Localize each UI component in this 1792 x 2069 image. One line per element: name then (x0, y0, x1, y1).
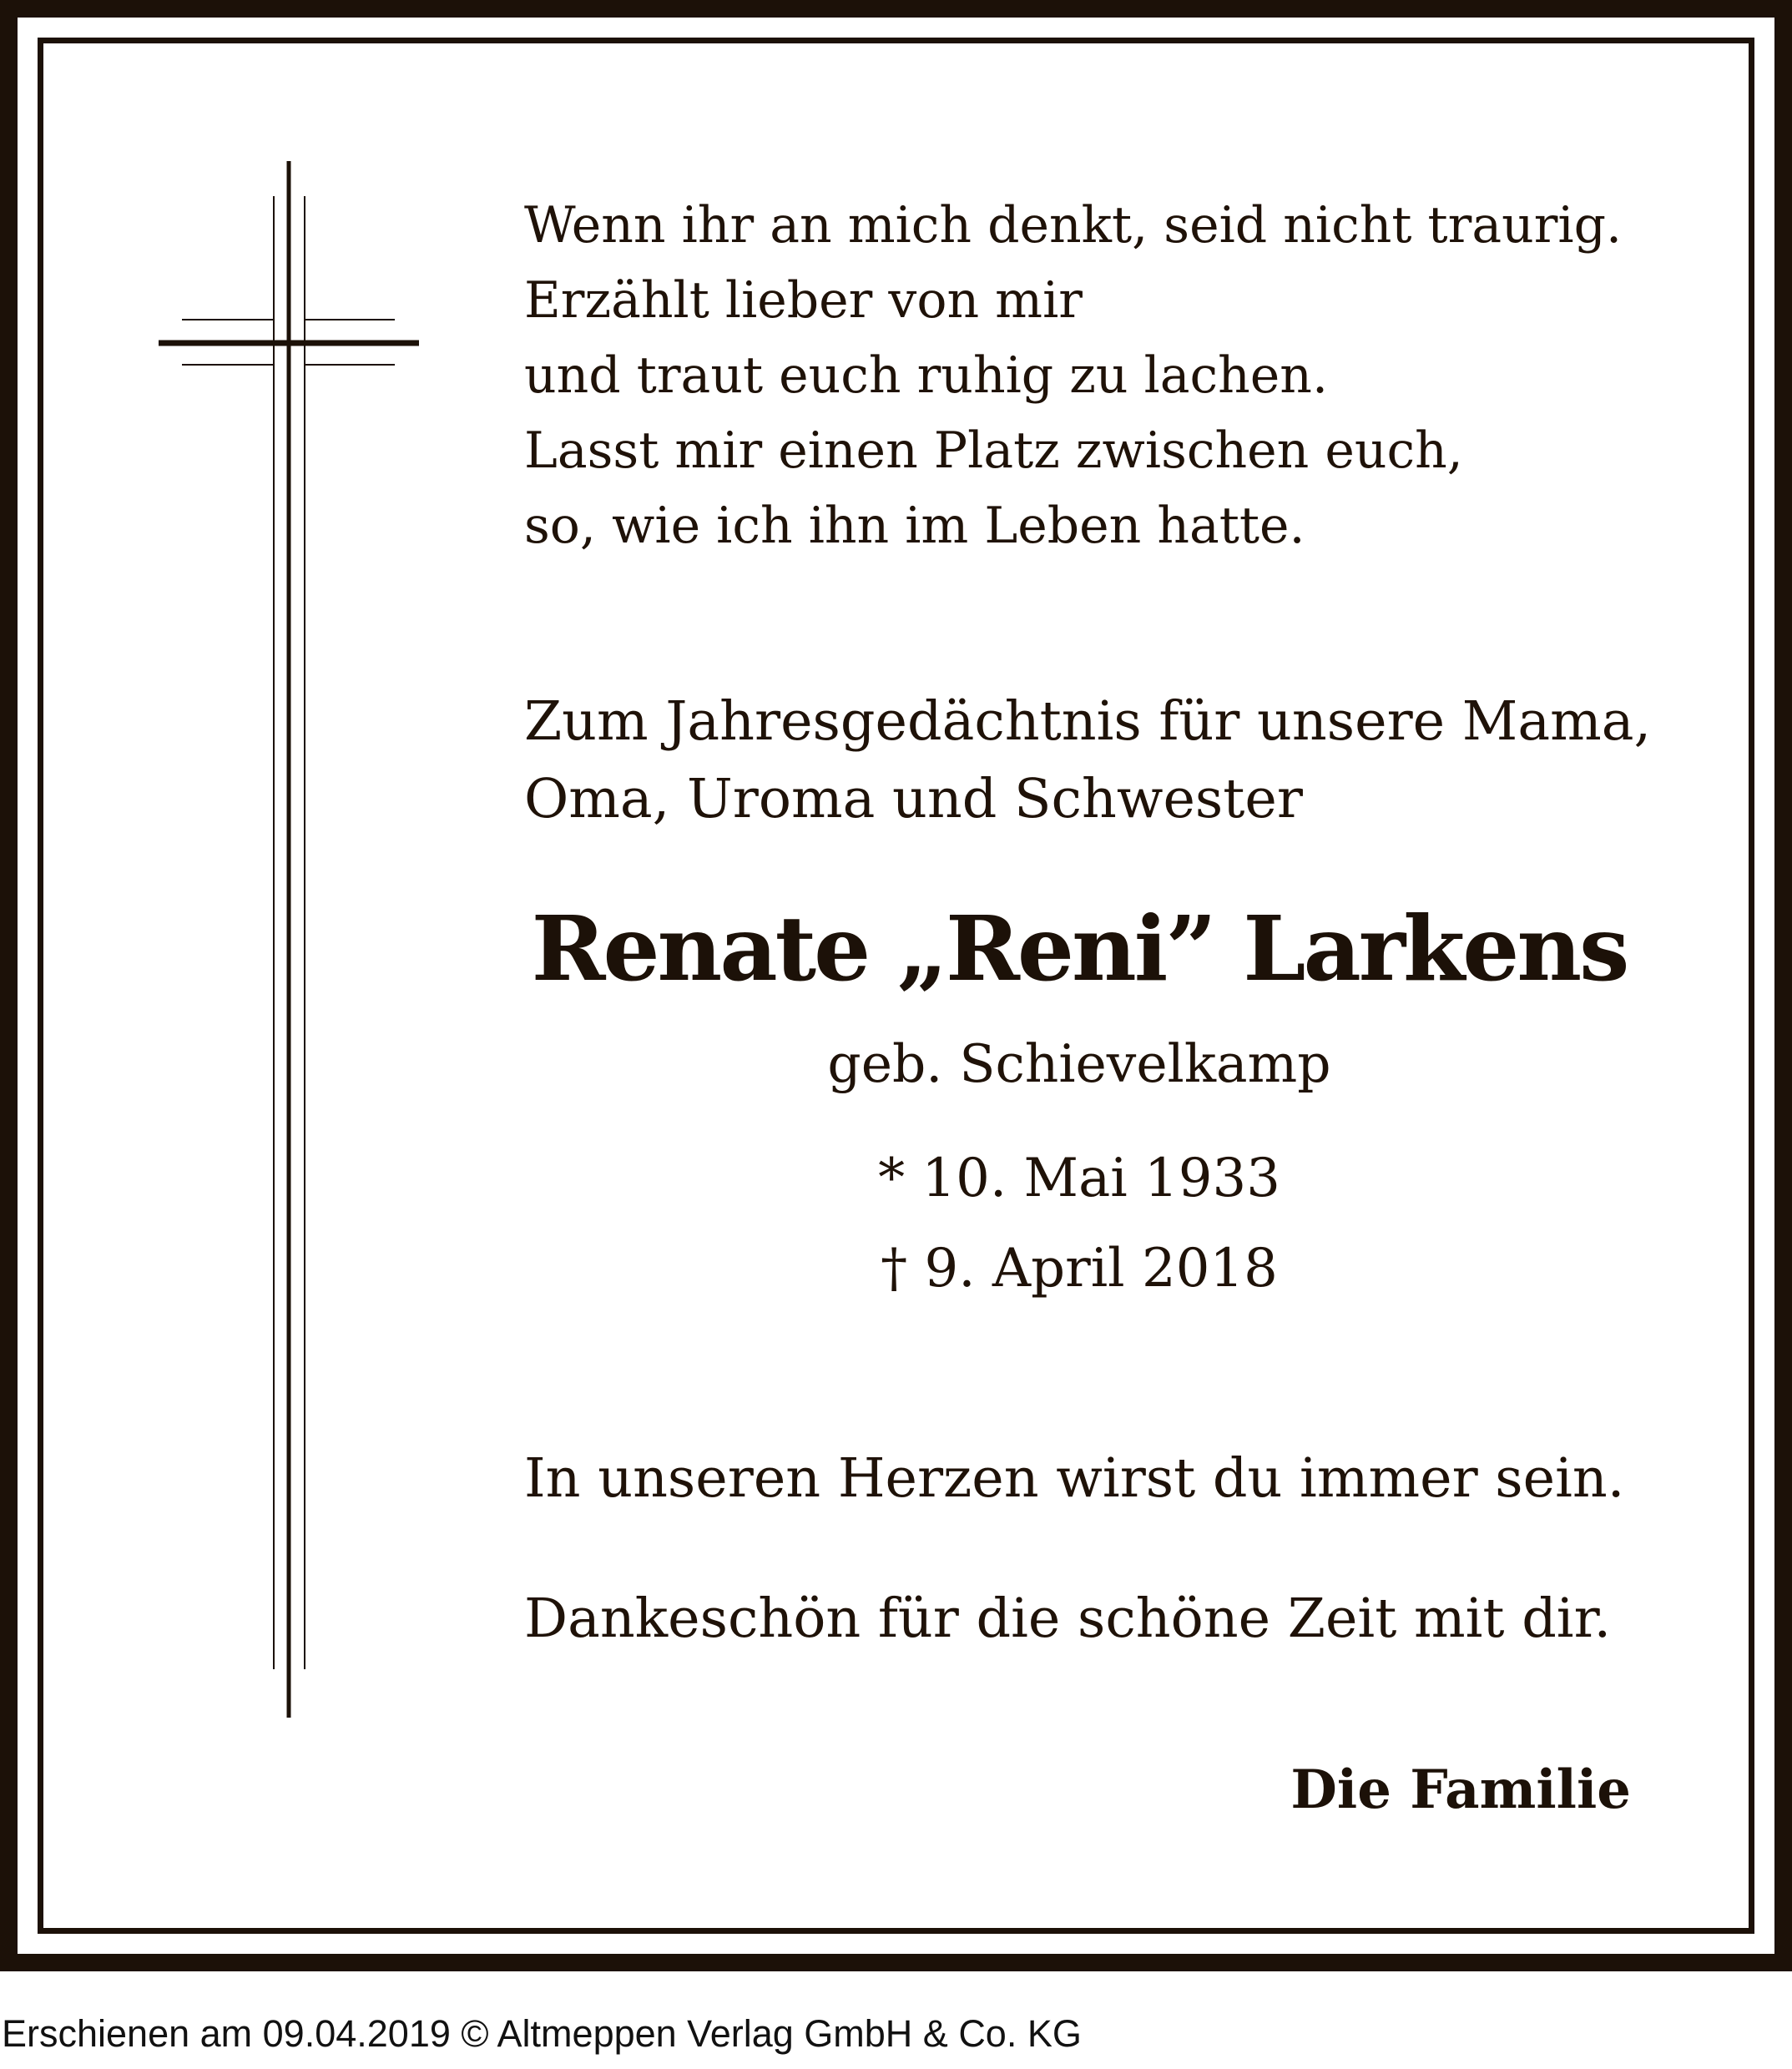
intro-line: Zum Jahresgedächtnis für unsere Mama, (524, 690, 1652, 753)
publication-footer: Erschienen am 09.04.2019 © Altmeppen Verlag GmbH & Co. KG (2, 2012, 1082, 2055)
signature: Die Familie (1290, 1759, 1631, 1821)
closing-line-2: Dankeschön für die schöne Zeit mit dir. (524, 1587, 1612, 1650)
death-date: † 9. April 2018 (881, 1238, 1278, 1299)
poem-line: und traut euch ruhig zu lachen. (524, 346, 1329, 405)
maiden-name: geb. Schievelkamp (827, 1033, 1331, 1094)
memorial-intro (524, 683, 1652, 838)
deceased-name: Renate „Reni” Larkens (531, 897, 1628, 1002)
poem-line: Erzählt lieber von mir (524, 271, 1083, 330)
closing-line-1: In unseren Herzen wirst du immer sein. (524, 1447, 1625, 1510)
poem-line: Wenn ihr an mich denkt, seid nicht traurig. (524, 196, 1623, 255)
poem-line: Lasst mir einen Platz zwischen euch, (524, 421, 1463, 480)
intro-line: Oma, Uroma und Schwester (524, 768, 1303, 830)
birth-date: * 10. Mai 1933 (878, 1148, 1280, 1209)
poem (524, 188, 1634, 563)
poem-line: so, wie ich ihn im Leben hatte. (524, 497, 1305, 555)
